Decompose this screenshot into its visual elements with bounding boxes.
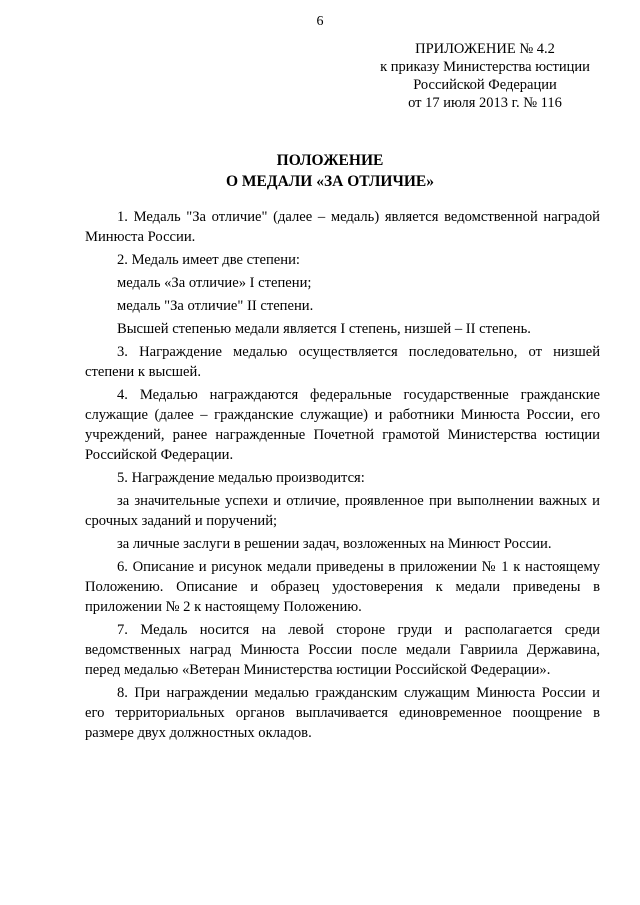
paragraph: 5. Награждение медалью производится: (117, 470, 365, 486)
paragraph: 2. Медаль имеет две степени: (117, 252, 300, 268)
paragraph: 1. Медаль "За отличие" (далее – медаль) является ведомственной наградой Минюста России. (85, 209, 600, 245)
appendix-line-1: ПРИЛОЖЕНИЕ № 4.2 (415, 41, 555, 57)
appendix-header (360, 40, 610, 112)
paragraph: медаль "За отличие" II степени. (117, 298, 314, 314)
paragraph: за значительные успехи и отличие, проявленное при выполнении важных и срочных заданий и поручений; (85, 493, 600, 529)
page-number: 6 (316, 14, 324, 29)
paragraph: 7. Медаль носится на левой стороне груди и располагается среди ведомственных наград Минюста России после медали Гавриила Державина, перед медалью «Ветеран Министерства юстиции Российской Федерации». (85, 622, 600, 678)
paragraph: 4. Медалью награждаются федеральные государственные гражданские служащие (далее – гражданские служащие) и работники Минюста России, его учреждений, ранее награжденные Почетной грамотой Министерства юстиции Российской Федерации. (85, 387, 600, 463)
paragraph: 3. Награждение медалью осуществляется последовательно, от низшей степени к высшей. (85, 344, 600, 380)
paragraph: Высшей степенью медали является I степень, низшей – II степень. (117, 321, 531, 337)
appendix-line-2: к приказу Министерства юстиции (380, 59, 590, 75)
appendix-line-3: Российской Федерации (413, 77, 557, 93)
paragraph: медаль «За отличие» I степени; (117, 275, 312, 291)
document-body (85, 207, 600, 746)
appendix-line-4: от 17 июля 2013 г. № 116 (408, 95, 562, 111)
title-line-2: О МЕДАЛИ «ЗА ОТЛИЧИЕ» (226, 173, 434, 190)
paragraph: 8. При награждении медалью гражданским служащим Минюста России и его территориальных органов выплачивается единовременное поощрение в размере двух должностных окладов. (85, 685, 600, 741)
document-title (0, 150, 640, 192)
paragraph: 6. Описание и рисунок медали приведены в приложении № 1 к настоящему Положению. Описание и образец удостоверения к медали приведены в приложении № 2 к настоящему Положению. (85, 559, 600, 615)
title-line-1: ПОЛОЖЕНИЕ (276, 152, 384, 169)
paragraph: за личные заслуги в решении задач, возложенных на Минюст России. (117, 536, 552, 552)
